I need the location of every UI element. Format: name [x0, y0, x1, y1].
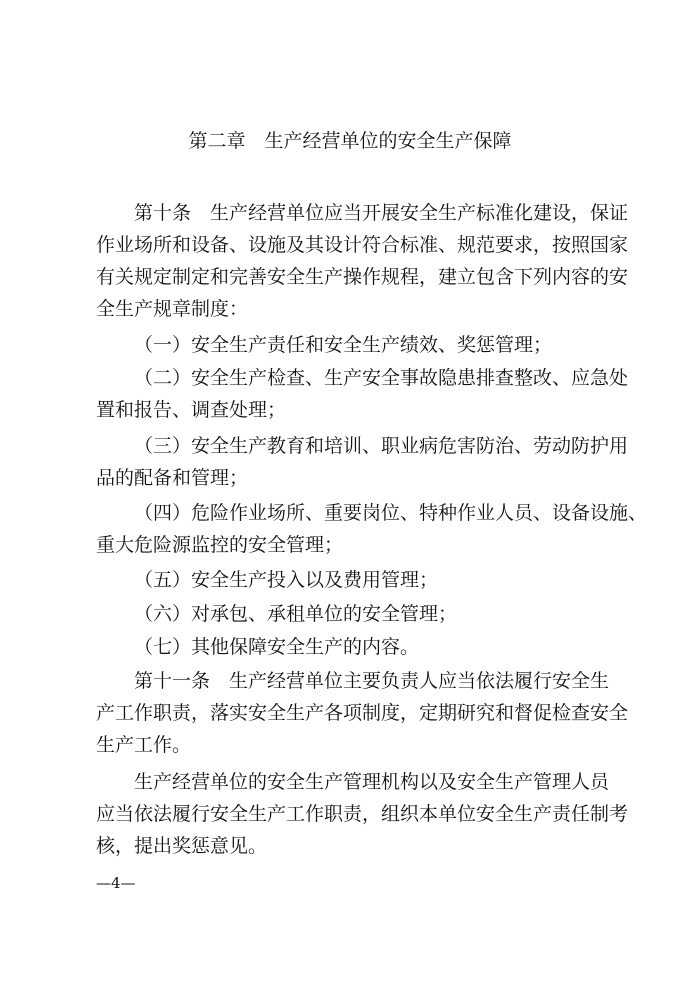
paragraph-line: 生产经营单位的安全生产管理机构以及安全生产管理人员 [134, 771, 610, 793]
paragraph-line: 品的配备和管理； [96, 467, 249, 489]
paragraph-line: 生产工作。 [96, 734, 192, 756]
article-11 [96, 665, 629, 761]
list-item-5 [96, 564, 608, 596]
paragraph-line: （一）安全生产责任和安全生产绩效、奖惩管理； [134, 334, 553, 356]
list-item-7 [96, 631, 608, 663]
paragraph-line: （五）安全生产投入以及费用管理； [134, 569, 439, 591]
paragraph-line: 全生产规章制度： [96, 298, 249, 320]
chapter-title: 第二章 生产经营单位的安全生产保障 [188, 130, 512, 152]
paragraph-line: （七）其他保障安全生产的内容。 [134, 636, 420, 658]
page-number: —4— [96, 874, 136, 892]
list-item-1 [96, 329, 608, 361]
paragraph-line: 第十一条 生产经营单位主要负责人应当依法履行安全生 [134, 670, 610, 692]
list-item-6 [96, 598, 608, 630]
paragraph-line: 作业场所和设备、设施及其设计符合标准、规范要求，按照国家 [96, 234, 629, 256]
paragraph-line: （四）危险作业场所、重要岗位、特种作业人员、设备设施、 [134, 502, 648, 524]
paragraph-line: 第十条 生产经营单位应当开展安全生产标准化建设，保证 [134, 202, 629, 224]
list-item-4 [96, 497, 648, 561]
paragraph-line: （六）对承包、承租单位的安全管理； [134, 603, 458, 625]
paragraph-line: 有关规定制定和完善安全生产操作规程，建立包含下列内容的安 [96, 266, 629, 288]
paragraph-line: 核，提出奖惩意见。 [96, 835, 268, 857]
list-item-3 [96, 430, 629, 494]
management-paragraph [96, 766, 629, 862]
paragraph-line: 重大危险源监控的安全管理； [96, 534, 344, 556]
paragraph-line: 产工作职责，落实安全生产各项制度，定期研究和督促检查安全 [96, 702, 629, 724]
list-item-2 [96, 362, 629, 426]
paragraph-line: （三）安全生产教育和培训、职业病危害防治、劳动防护用 [134, 435, 629, 457]
paragraph-line: 置和报告、调查处理； [96, 399, 287, 421]
paragraph-line: （二）安全生产检查、生产安全事故隐患排查整改、应急处 [134, 367, 629, 389]
paragraph-line: 应当依法履行安全生产工作职责，组织本单位安全生产责任制考 [96, 803, 629, 825]
article-10 [96, 197, 629, 325]
